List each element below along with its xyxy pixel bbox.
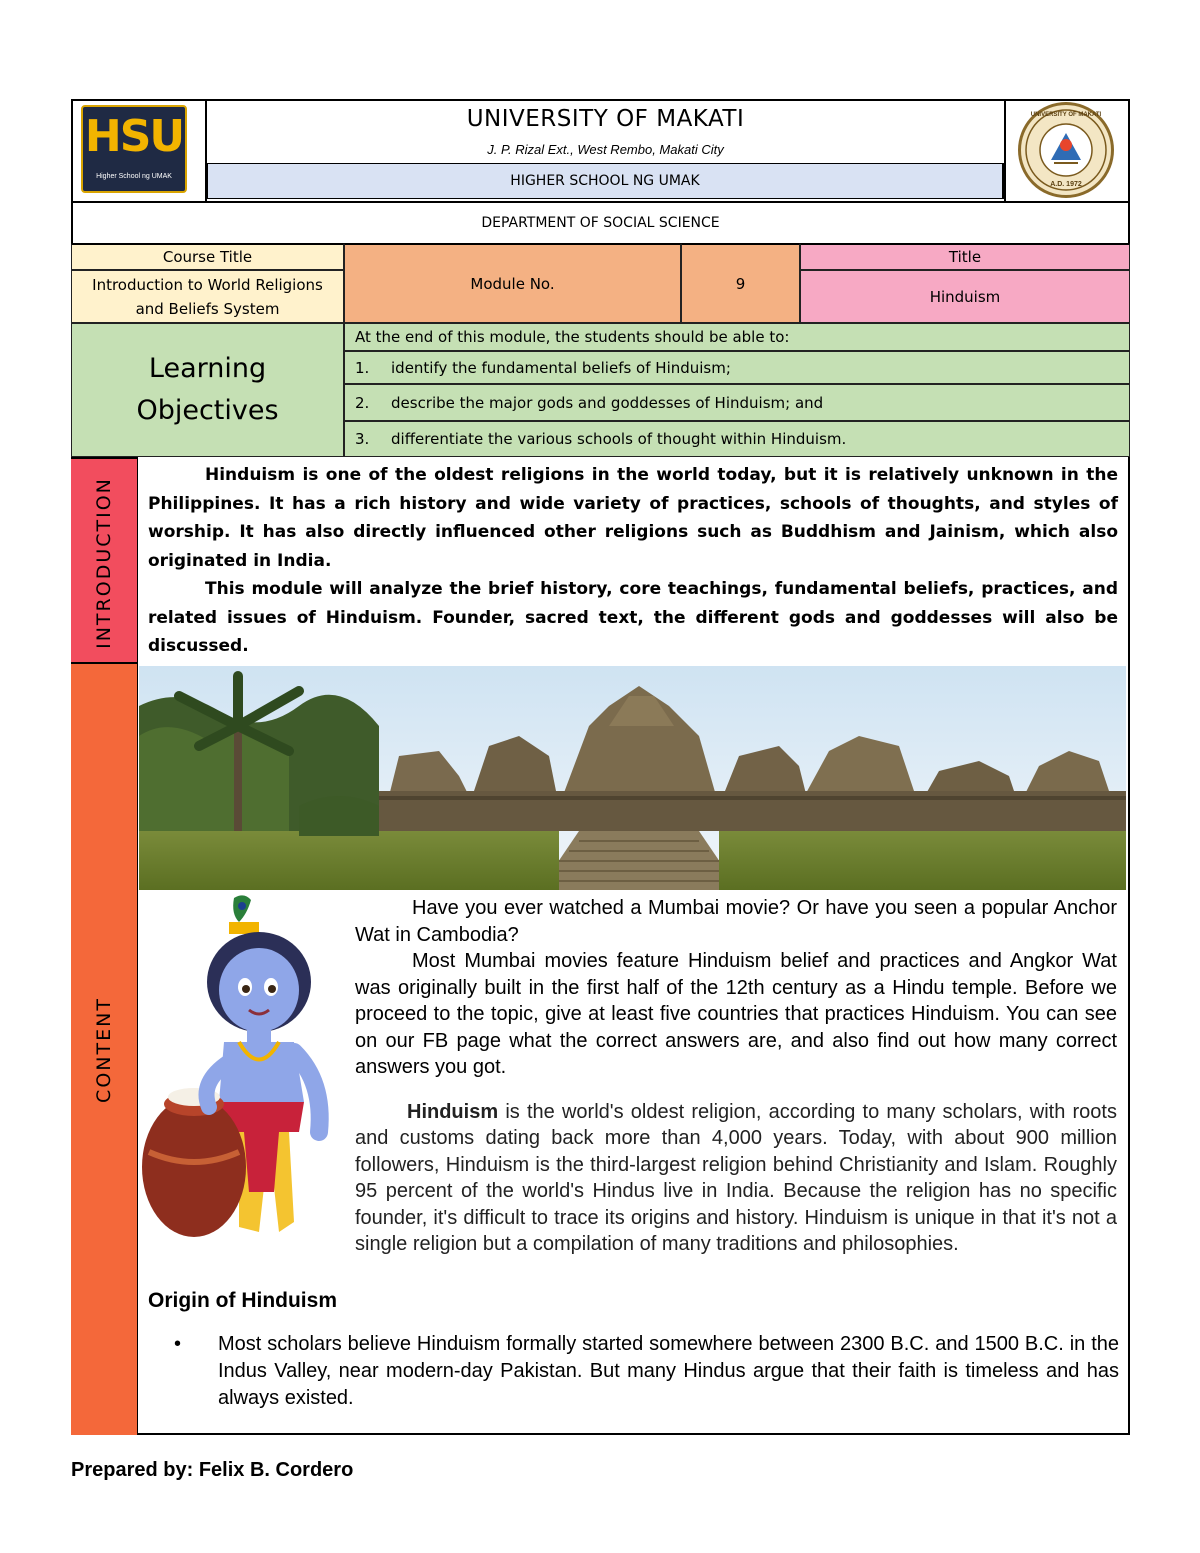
module-value: 9 [735, 274, 746, 293]
origin-bullet-text: Most scholars believe Hinduism formally started somewhere between 2300 B.C. and 1500 B.C. in the Indus Valley, near modern-day Pakistan. But many Hindus argue that their faith is timeless and has always existed. [218, 1333, 1119, 1409]
title-label-cell [800, 243, 1130, 270]
content-side-label: CONTENT [93, 997, 115, 1103]
hsu-logo [81, 105, 187, 193]
introduction-side-band [71, 457, 138, 664]
bullet-icon: • [174, 1333, 182, 1355]
seal-year-text: A.D. 1972 [1050, 181, 1082, 188]
left-logo-cell [71, 99, 207, 201]
objectives-label-line2: Objectives [136, 395, 279, 426]
university-address: J. P. Rizal Ext., West Rembo, Makati City [487, 142, 724, 157]
origin-bullet-list [174, 1331, 1119, 1412]
introduction-side-label: INTRODUCTION [93, 477, 115, 649]
title-value: Hinduism [929, 287, 1001, 306]
hsu-logo-text: HSU [84, 111, 184, 162]
title-value-cell [800, 270, 1130, 323]
content-side-band [71, 664, 138, 1435]
objective-item-2 [344, 384, 1130, 421]
school-band [207, 163, 1004, 199]
title-label: Title [948, 248, 982, 266]
krishna-illustration [139, 892, 349, 1272]
university-title: UNIVERSITY OF MAKATI [466, 106, 745, 132]
objectives-intro-cell [344, 323, 1130, 351]
course-title-label: Course Title [162, 248, 253, 266]
module-value-cell [681, 243, 800, 323]
introduction-paragraph-1: Hinduism is one of the oldest religions in the world today, but it is relatively unknown in the Philippines. It has a rich history and wide variety of practices, schools of thoughts, and styles of worship. It has also directly influenced other religions such as Buddhism and Jainism, which also originated in India. [148, 465, 1118, 571]
seal-top-text: UNIVERSITY OF MAKATI [1030, 112, 1102, 118]
module-label-cell [344, 243, 681, 323]
objective-number: 2. [355, 393, 370, 412]
objective-text: differentiate the various schools of thought within Hinduism. [391, 430, 847, 448]
right-seal-cell [1004, 99, 1130, 201]
content-paragraph-3-text: is the world's oldest religion, according to many scholars, with roots and customs dating back more than 4,000 years. Today, with about 900 million followers, Hinduism is the third-largest religion behind Christianity and Islam. Roughly 95 percent of the world's Hindus live in India. Because the religion has no specific founder, it's difficult to trace its origins and history. Hinduism is unique in that it's not a single religion but a compilation of many traditions and philosophies. [355, 1100, 1117, 1255]
school-name: HIGHER SCHOOL NG UMAK [510, 173, 700, 189]
introduction-paragraph-2: This module will analyze the brief history, core teachings, fundamental beliefs, practices, and related issues of Hinduism. Founder, sacred text, the different gods and goddesses will also be discussed. [148, 579, 1118, 656]
content-paragraph-2: Most Mumbai movies feature Hinduism belief and practices and Angkor Wat was originally built in the first half of the 12th century as a Hindu temple. Before we proceed to the topic, give at least five countries that practices Hinduism. You can see on our FB page what the correct answers are, and also find out how many correct answers you got. [355, 950, 1117, 1078]
temple-image [139, 666, 1126, 890]
course-title-value-cell [71, 270, 344, 323]
hsu-logo-subtext: Higher School ng UMAK [96, 173, 172, 180]
prepared-by: Prepared by: Felix B. Cordero [71, 1459, 354, 1481]
umak-seal-icon [1018, 102, 1114, 198]
objective-number: 1. [355, 358, 370, 377]
objectives-label-cell [71, 323, 344, 457]
objective-item-3 [344, 421, 1130, 457]
course-title-value: Introduction to World Religions and Beliefs System [92, 275, 323, 318]
objective-item-1 [344, 351, 1130, 384]
objective-number: 3. [355, 430, 370, 448]
introduction-body [148, 461, 1118, 661]
course-title-label-cell [71, 243, 344, 270]
objective-text: describe the major gods and goddesses of Hinduism; and [391, 393, 824, 412]
content-paragraph-3 [355, 1099, 1117, 1258]
objectives-intro: At the end of this module, the students should be able to: [355, 328, 790, 346]
content-paragraph-1: Have you ever watched a Mumbai movie? Or have you seen a popular Anchor Wat in Cambodia? [355, 897, 1117, 946]
content-body [355, 895, 1117, 1258]
module-label: Module No. [470, 274, 555, 293]
objectives-label-line1: Learning [148, 353, 267, 384]
hinduism-bold-term: Hinduism [407, 1100, 499, 1123]
objective-text: identify the fundamental beliefs of Hinduism; [391, 358, 731, 377]
origin-heading: Origin of Hinduism [148, 1289, 337, 1312]
department-name: DEPARTMENT OF SOCIAL SCIENCE [481, 215, 720, 231]
department-row [71, 201, 1130, 243]
